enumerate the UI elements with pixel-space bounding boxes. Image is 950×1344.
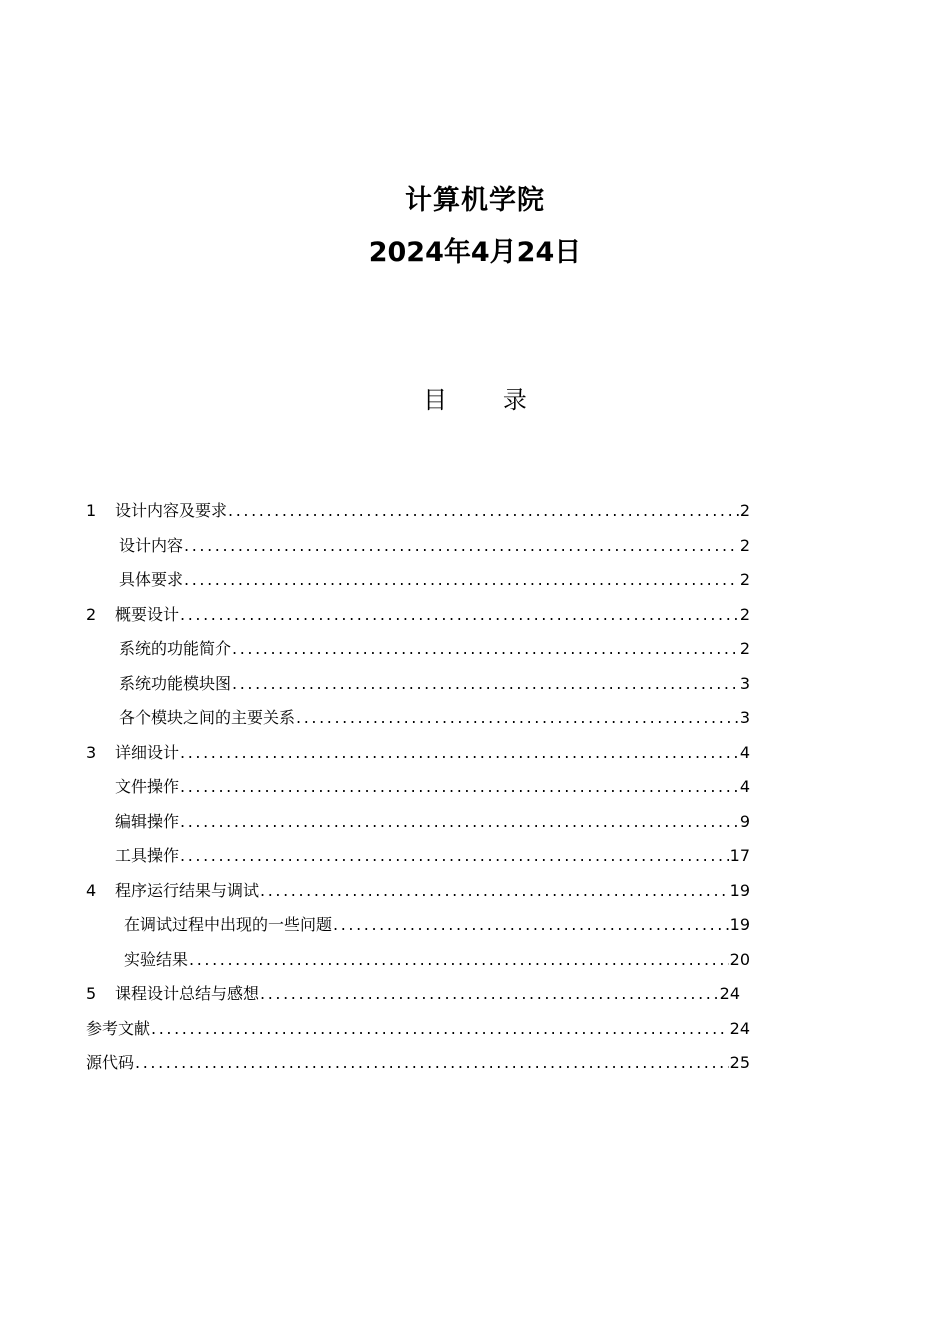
- toc-entry-page: 25: [729, 1053, 750, 1072]
- toc-leader-dots: [232, 667, 739, 702]
- toc-entry-references[interactable]: [86, 1012, 750, 1047]
- toc-entry-page: 3: [739, 708, 750, 727]
- toc-entry-number: 3: [86, 742, 97, 762]
- toc-heading-char: 录: [502, 386, 527, 414]
- toc-leader-dots: [180, 770, 739, 805]
- toc-entry-label: 系统的功能简介: [119, 639, 232, 658]
- toc-entry-specific-requirements[interactable]: [86, 563, 750, 598]
- toc-entry-page: 4: [739, 742, 750, 762]
- toc-heading-char: 目: [423, 386, 448, 414]
- toc-leader-dots: [232, 632, 739, 667]
- toc-entry-detailed-design[interactable]: [86, 736, 750, 771]
- toc-entry-page: 3: [739, 673, 750, 693]
- toc-leader-dots: [180, 805, 739, 840]
- toc-entry-label: 详细设计: [115, 742, 180, 762]
- toc-entry-label: 设计内容: [119, 535, 184, 555]
- toc-entry-number: 1: [86, 501, 97, 520]
- toc-entry-label: 编辑操作: [115, 811, 180, 831]
- toc-entry-edit-operations[interactable]: [86, 805, 750, 840]
- toc-entry-number: 5: [86, 984, 97, 1003]
- toc-leader-dots: [151, 1012, 729, 1047]
- toc-leader-dots: [184, 563, 739, 598]
- toc-entry-label: 源代码: [86, 1053, 135, 1072]
- toc-entry-label: 文件操作: [115, 777, 180, 796]
- toc-entry-source-code[interactable]: [86, 1046, 750, 1081]
- toc-leader-dots: [333, 908, 729, 943]
- toc-leader-dots: [184, 529, 739, 564]
- toc-entry-label: 系统功能模块图: [119, 673, 232, 693]
- toc-entry-label: 在调试过程中出现的一些问题: [124, 915, 333, 934]
- toc-entry-summary[interactable]: [86, 977, 740, 1012]
- toc-leader-dots: [135, 1046, 729, 1081]
- toc-entry-page: 4: [739, 777, 750, 796]
- toc-entry-experiment-results[interactable]: [86, 943, 750, 978]
- toc-entry-page: 2: [739, 501, 750, 520]
- toc-entry-label: 具体要求: [119, 570, 184, 589]
- toc-entry-number: 4: [86, 880, 97, 900]
- toc-entry-run-results[interactable]: [86, 874, 750, 909]
- toc-entry-page: 2: [739, 639, 750, 658]
- toc-leader-dots: [260, 874, 729, 909]
- toc-entry-label: 程序运行结果与调试: [115, 880, 260, 900]
- toc-heading: [0, 380, 950, 415]
- toc-leader-dots: [189, 943, 729, 978]
- toc-entry-module-diagram[interactable]: [86, 667, 750, 702]
- toc-entry-label: 设计内容及要求: [115, 501, 228, 520]
- toc-entry-label: 参考文献: [86, 1018, 151, 1038]
- toc-leader-dots: [180, 736, 739, 771]
- toc-leader-dots: [296, 701, 739, 736]
- toc-entry-label: 课程设计总结与感想: [115, 984, 260, 1003]
- toc-entry-function-overview[interactable]: [86, 632, 750, 667]
- toc-entry-page: 17: [729, 846, 750, 865]
- document-date: 2024年4月24日: [368, 237, 582, 268]
- toc-entry-page: 20: [729, 949, 750, 969]
- toc-entry-module-relations[interactable]: [86, 701, 750, 736]
- toc-entry-design-requirements[interactable]: [86, 494, 750, 529]
- toc-entry-label: 实验结果: [124, 949, 189, 969]
- toc-entry-debug-issues[interactable]: [86, 908, 750, 943]
- toc-leader-dots: [180, 839, 729, 874]
- toc-entry-label: 概要设计: [115, 604, 180, 624]
- toc-entry-page: 9: [739, 811, 750, 831]
- toc-leader-dots: [228, 494, 739, 529]
- toc-entry-page: 2: [739, 604, 750, 624]
- toc-leader-dots: [260, 977, 719, 1012]
- toc-entry-page: 24: [719, 984, 740, 1003]
- toc-entry-design-content[interactable]: [86, 529, 750, 564]
- institution-title: 计算机学院: [405, 185, 545, 216]
- toc-entry-page: 19: [729, 915, 750, 934]
- toc-entry-file-operations[interactable]: [86, 770, 750, 805]
- toc-entry-page: 24: [729, 1018, 750, 1038]
- toc-entry-page: 2: [739, 570, 750, 589]
- toc-entry-label: 各个模块之间的主要关系: [119, 708, 296, 727]
- toc-entry-page: 2: [739, 535, 750, 555]
- table-of-contents: [86, 494, 750, 1081]
- toc-leader-dots: [180, 598, 739, 633]
- toc-entry-number: 2: [86, 604, 97, 624]
- toc-entry-page: 19: [729, 880, 750, 900]
- toc-entry-tool-operations[interactable]: [86, 839, 750, 874]
- toc-entry-outline-design[interactable]: [86, 598, 750, 633]
- toc-entry-label: 工具操作: [115, 846, 180, 865]
